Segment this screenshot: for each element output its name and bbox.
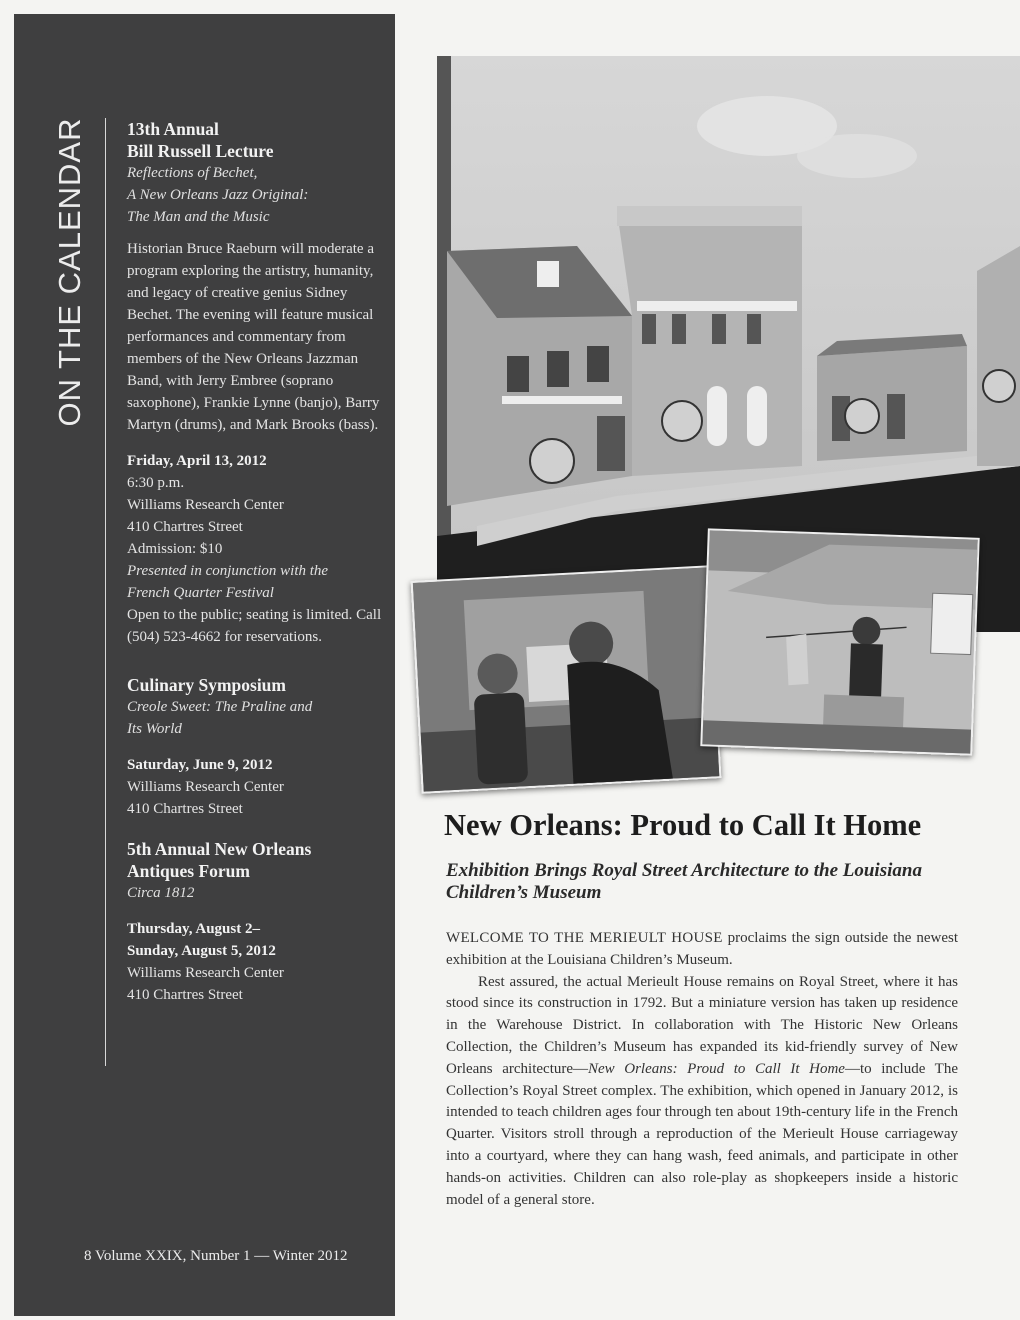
article-text: proclaims the sign outside the newest exhibition at the Louisiana Children’s Museum. [446,930,958,968]
event-subtitle: Creole Sweet: The Praline and [127,699,313,715]
event-date: Sunday, August 5, 2012 [127,943,276,959]
children-photo-illustration [413,567,722,794]
event-antiques-forum [127,838,389,1006]
event-heading: Culinary Symposium [127,675,286,695]
event-address: 410 Chartres Street [127,519,243,535]
event-presented: French Quarter Festival [127,585,274,601]
event-note: Open to the public; seating is limited. Call (504) 523-4662 for reservations. [127,607,382,645]
article-subhead: Exhibition Brings Royal Street Architecture to the Louisiana Children’s Museum [446,860,922,903]
event-venue: Williams Research Center [127,965,284,981]
event-venue: Williams Research Center [127,497,284,513]
sidebar-divider [105,118,106,1066]
event-subtitle: Its World [127,721,182,737]
event-heading: Bill Russell Lecture [127,141,274,161]
event-subtitle: Circa 1812 [127,885,195,901]
exhibit-photo-children [411,565,722,793]
event-subtitle: The Man and the Music [127,209,270,225]
event-date: Friday, April 13, 2012 [127,453,267,469]
event-address: 410 Chartres Street [127,987,243,1003]
event-heading: 13th Annual [127,119,219,139]
event-heading: 5th Annual New Orleans [127,839,312,859]
event-time: 6:30 p.m. [127,475,185,491]
event-bill-russell-lecture [127,118,389,648]
article-paragraph [446,928,958,972]
page-footer: 8 Volume XXIX, Number 1 — Winter 2012 [84,1248,348,1264]
event-heading: Antiques Forum [127,861,250,881]
event-admission: Admission: $10 [127,541,223,557]
event-venue: Williams Research Center [127,779,284,795]
article-paragraph [446,972,958,1212]
sidebar-title: ON THE CALENDAR [52,117,87,427]
event-description: Historian Bruce Raeburn will moderate a program exploring the artistry, humanity, and legacy of creative genius Sidney Bechet. The evening will feature musical performances and commentary from members of the New Orleans Jazzman Band, with Jerry Embree (soprano saxophone), Frankie Lynne (banjo), Barry Martyn (drums), and Mark Brooks (bass). [127,241,380,433]
event-presented: Presented in conjunction with the [127,563,329,579]
calendar-sidebar [14,14,395,1316]
article-body [446,928,958,1211]
article-text: —to include The Collection’s Royal Street complex. The exhibition, which opened in January 2012, is intended to teach children ages four through ten about 19th-century life in the French Quarter. Visitors stroll through a reproduction of the Merieult House carriageway into a courtyard, where they can hang wash, feed animals, and participate in other hands-on activities. Children can also role-play as shopkeepers inside a historic model of a general store. [446,1060,958,1208]
event-subtitle: Reflections of Bechet, [127,165,258,181]
events-list [127,118,389,1006]
exhibit-title: New Orleans: Proud to Call It Home [588,1060,845,1077]
event-address: 410 Chartres Street [127,801,243,817]
event-subtitle: A New Orleans Jazz Original: [127,187,309,203]
event-date: Saturday, June 9, 2012 [127,757,273,773]
article-text: Rest assured, the actual Merieult House remains on Royal Street, where it has stood since its construction in 1792. But a miniature version has taken up residence in the Warehouse District. In collaboration with The Historic New Orleans Collection, the Children’s Museum has expanded its kid-friendly survey of New Orleans architecture— [446,973,958,1077]
exhibit-photo-courtyard [700,528,979,755]
event-date: Thursday, August 2– [127,921,260,937]
article-lead-caps: WELCOME TO THE MERIEULT HOUSE [446,930,723,946]
event-culinary-symposium [127,674,389,820]
courtyard-photo-illustration [702,530,980,755]
article-headline: New Orleans: Proud to Call It Home [444,808,922,842]
